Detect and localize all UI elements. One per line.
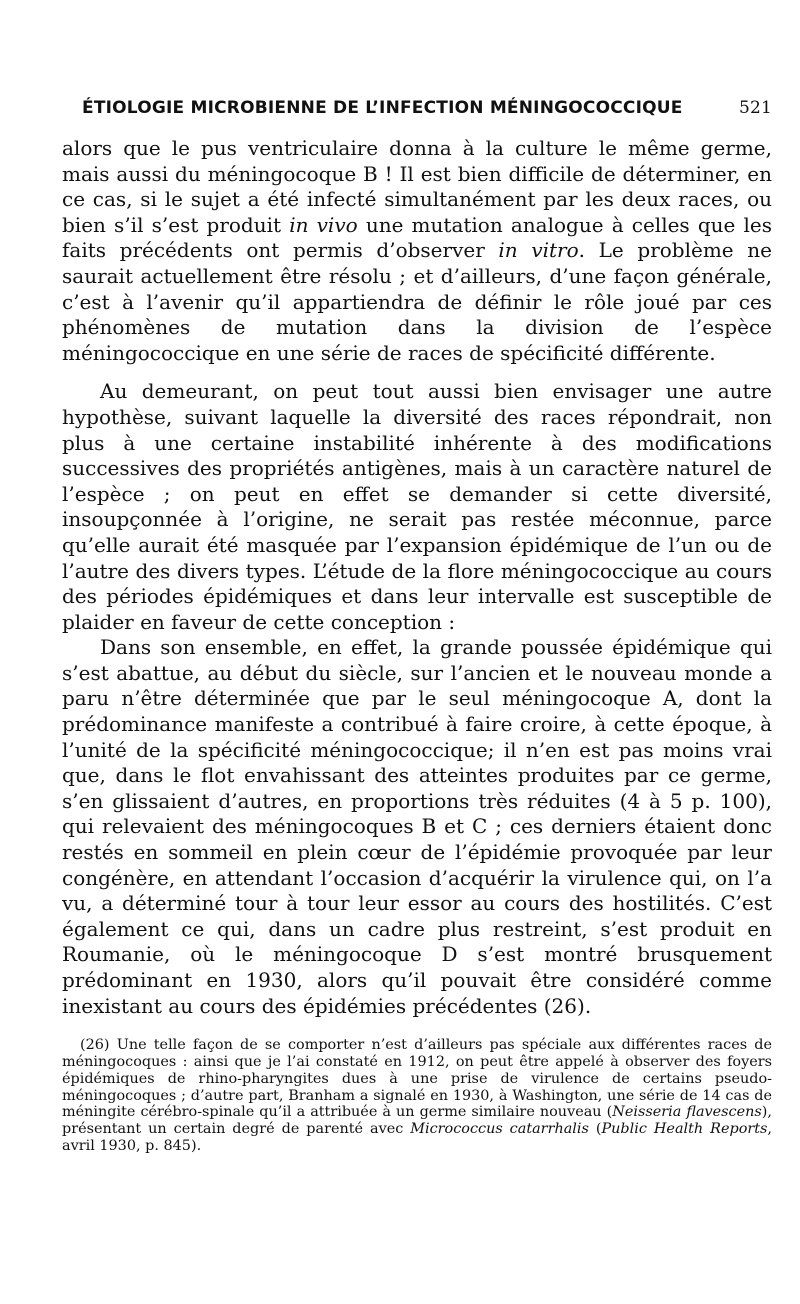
paragraph-1 xyxy=(62,136,772,366)
footnote-text-d: , avril 1930, p. 845). xyxy=(62,1121,772,1154)
paragraph-1-text-c: . Le problème ne saurait actuellement être résolu ; et d’ailleurs, d’une façon générale, c’est à l’avenir qu’il appartiendra de définir le rôle joué par ces phénomènes de mutation dans la division de l’espèce méningococcique en une série de races de spécificité différente. xyxy=(62,238,772,365)
footnote-italic-a: Neisseria flavescens xyxy=(612,1104,762,1121)
footnote xyxy=(62,1037,772,1155)
running-title: ÉTIOLOGIE MICROBIENNE DE L’INFECTION MÉNINGOCOCCIQUE xyxy=(82,98,683,118)
running-header xyxy=(62,98,772,118)
paragraph-3: Dans son ensemble, en effet, la grande poussée épidémique qui s’est abattue, au début du siècle, sur l’ancien et le nouveau monde a paru n’être déterminée que par le seul méningocoque A, dont la prédominance manifeste a contribué à faire croire, à cette époque, à l’unité de la spécificité méningococcique; il n’en est pas moins vrai que, dans le flot envahissant des atteintes produites par ce germe, s’en glissaient d’autres, en proportions très réduites (4 à 5 p. 100), qui relevaient des méningocoques B et C ; ces derniers étaient donc restés en sommeil en plein cœur de l’épidémie provoquée par leur congénère, en attendant l’occasion d’acquérir la virulence qui, on l’a vu, a déterminé tour à tour leur essor au cours des hostilités. C’est également ce qui, dans un cadre plus restreint, s’est produit en Roumanie, où le méningocoque D s’est montré brusquement prédominant en 1930, alors qu’il pouvait être considéré comme inexistant au cours des épidémies précédentes (26). xyxy=(62,635,772,1018)
body-text xyxy=(62,136,772,1019)
footnote-text-c: ( xyxy=(588,1121,602,1138)
paragraph-1-italic-b: in vitro xyxy=(498,238,579,263)
footnote-italic-c: Public Health Reports xyxy=(601,1121,768,1138)
paragraph-1-italic-a: in vivo xyxy=(289,212,358,237)
footnote-text-b: ), présentant un certain degré de parenté avec xyxy=(62,1104,772,1138)
paragraph-2: Au demeurant, on peut tout aussi bien envisager une autre hypothèse, suivant laquelle la diversité des races répondrait, non plus à une certaine instabilité inhérente à des modifications successives des propriétés antigènes, mais à un caractère naturel de l’espèce ; on peut en effet se demander si cette diversité, insoupçonnée à l’origine, ne serait pas restée méconnue, parce qu’elle aurait été masquée par l’expansion épidémique de l’un ou de l’autre des divers types. L’étude de la flore méningococcique au cours des périodes épidémiques et dans leur intervalle est susceptible de plaider en faveur de cette conception : xyxy=(62,379,772,634)
footnote-italic-b: Micrococcus catarrhalis xyxy=(410,1121,589,1138)
page-number: 521 xyxy=(738,98,772,118)
paragraph-1-text-b: une mutation analogue à celles que les faits précédents ont permis d’observer xyxy=(62,212,773,263)
book-page xyxy=(62,98,772,1155)
footnote-text-a: (26) Une telle façon de se comporter n’est d’ailleurs pas spéciale aux différentes races de méningocoques : ainsi que je l’ai constaté en 1912, on peut être appelé à observer des foyers épidémiques de rhino-pharyngites dues à une prise de virulence de certains pseudo-méningocoques ; d’autre part, Branham a signalé en 1930, à Washington, une série de 14 cas de méningite cérébro-spinale qu’il a attribuée à un germe similaire nouveau ( xyxy=(62,1037,772,1121)
paragraph-1-text-a: alors que le pus ventriculaire donna à la culture le même germe, mais aussi du méningocoque B ! Il est bien difficile de déterminer, en ce cas, si le sujet a été infecté simultanément par les deux races, ou bien s’il s’est produit xyxy=(62,136,772,237)
